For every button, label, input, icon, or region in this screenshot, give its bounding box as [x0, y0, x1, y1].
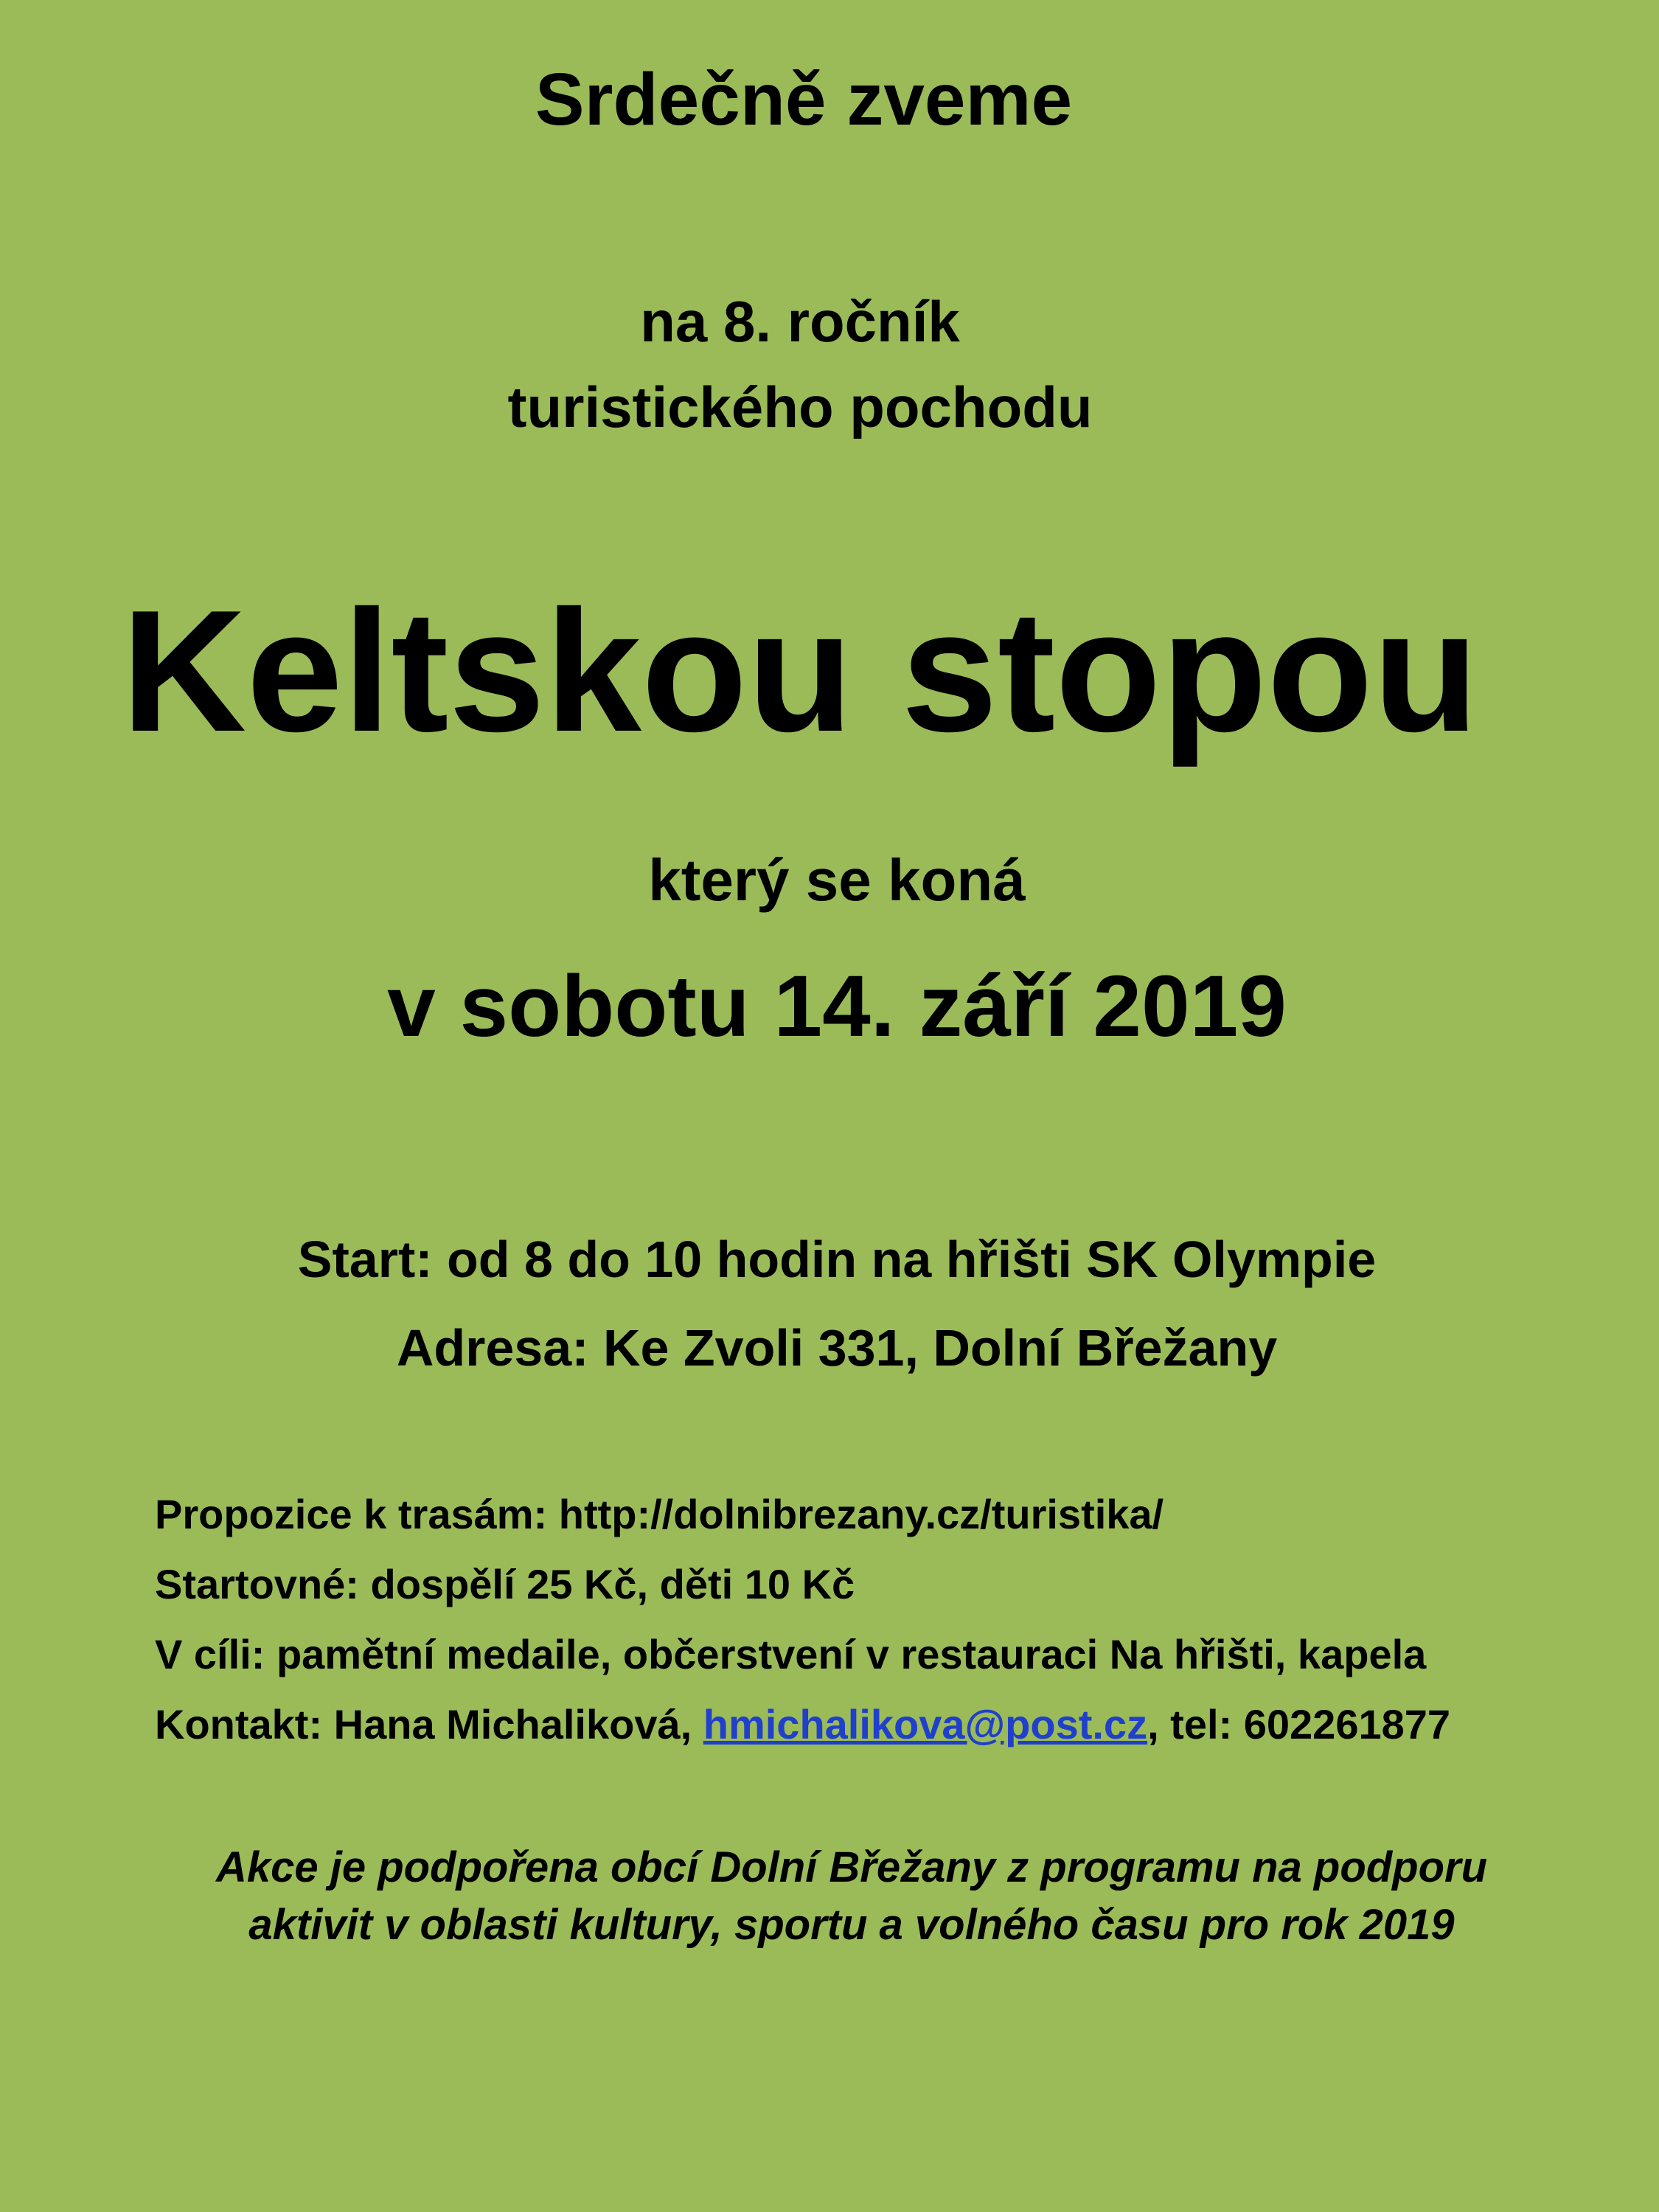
start-info: Start: od 8 do 10 hodin na hřišti SK Olympie [297, 1231, 1377, 1288]
invite-heading: Srdečně zveme [535, 58, 1073, 141]
sponsor-note-line2: aktivit v oblasti kultury, sportu a volného času pro rok 2019 [248, 1901, 1455, 1949]
edition-text: na 8. ročník [640, 289, 960, 354]
contact-info [155, 1701, 1450, 1748]
event-type-text: turistického pochodu [507, 375, 1093, 439]
fee-info: Startovné: dospělí 25 Kč, děti 10 Kč [155, 1561, 855, 1607]
finish-info: V cíli: pamětní medaile, občerstvení v restauraci Na hřišti, kapela [155, 1631, 1427, 1677]
contact-phone: , tel: 602261877 [1147, 1701, 1451, 1747]
event-title: Keltskou stopou [121, 574, 1479, 768]
contact-email-link[interactable]: hmichalikova@post.cz [703, 1701, 1148, 1747]
routes-info: Propozice k trasám: http://dolnibrezany.cz/turistika/ [155, 1491, 1164, 1537]
address-info: Adresa: Ke Zvoli 331, Dolní Břežany [396, 1319, 1278, 1377]
event-intro-text: který se koná [648, 847, 1026, 913]
event-date: v sobotu 14. září 2019 [387, 958, 1287, 1055]
contact-name: Kontakt: Hana Michaliková, [155, 1701, 703, 1747]
sponsor-note-line1: Akce je podpořena obcí Dolní Břežany z programu na podporu [215, 1843, 1488, 1891]
